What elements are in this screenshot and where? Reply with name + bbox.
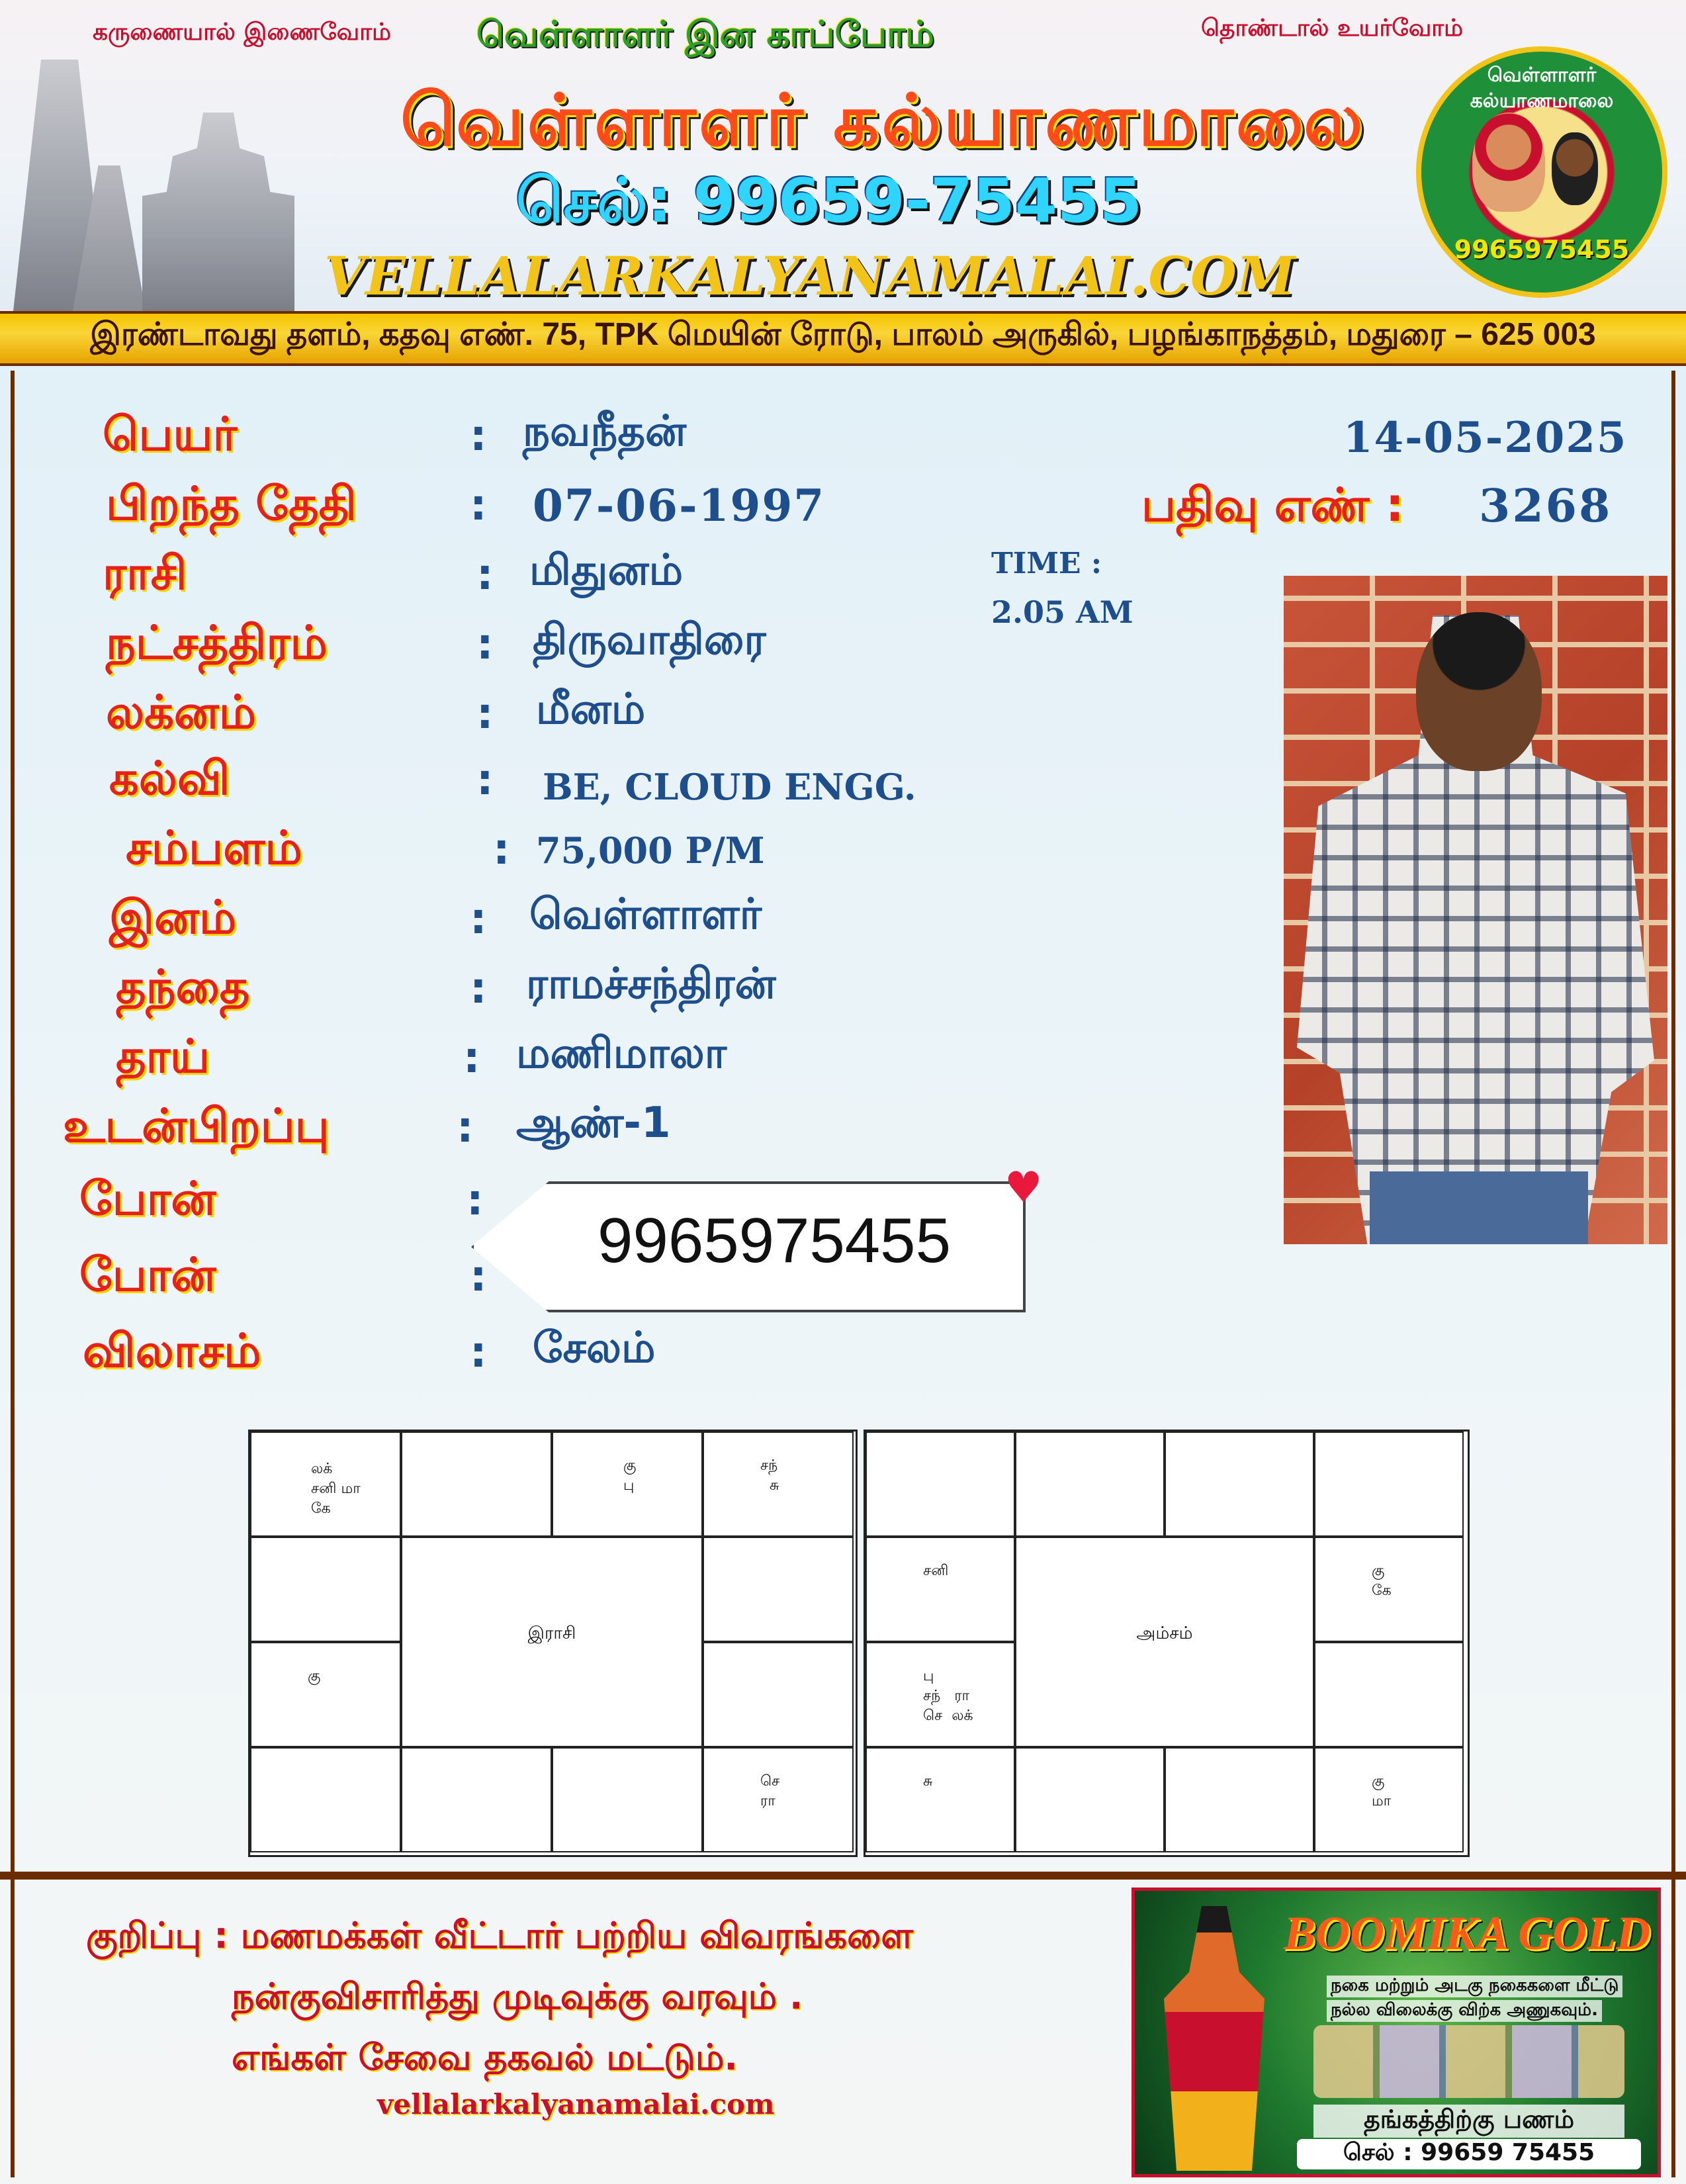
field-value-star: திருவாதிரை [533, 615, 766, 664]
header-website: VELLALARKALYANAMALAI.COM [324, 245, 1296, 307]
rasi-house-planets: கு பு [623, 1457, 637, 1494]
field-label-phone-1: போன் [79, 1171, 216, 1226]
rasi-chart [248, 1430, 858, 1857]
footer-note-line-1: குறிப்பு : மணமக்கள் வீட்டார் பற்றிய விவரங்களை [86, 1915, 913, 1956]
rasi-center-label: இராசி [527, 1623, 576, 1643]
amsam-house-cell [1314, 1432, 1464, 1537]
amsam-house-planets: சனி [923, 1563, 949, 1579]
registration-number-label: பதிவு எண் : [1141, 478, 1404, 532]
footer-note-line-3: எங்கள் சேவை தகவல் மட்டும். [232, 2036, 738, 2078]
field-label-rasi: ராசி [103, 546, 187, 600]
amsam-house-planets: கு கே [1372, 1563, 1392, 1599]
amsam-house-cell [1314, 1537, 1464, 1642]
ad-line-2: நல்ல விலைக்கு விற்க அணுகவும். [1327, 2000, 1602, 2022]
field-label-name: பெயர் [103, 407, 238, 461]
field-label-star: நட்சத்திரம் [106, 615, 328, 670]
slogan-top: வெள்ளாளர் இன காப்போம் [476, 13, 934, 55]
field-value-salary: 75,000 P/M [536, 829, 765, 872]
photo-person-jeans [1370, 1171, 1588, 1244]
currency-notes-image [1313, 2025, 1624, 2098]
rasi-house-cell [552, 1432, 703, 1537]
field-value-name: நவநீதன் [523, 407, 687, 456]
rasi-house-cell [703, 1537, 854, 1642]
rasi-house-cell [703, 1642, 854, 1747]
field-value-address: சேலம் [533, 1324, 656, 1373]
registration-date: 14-05-2025 [1343, 413, 1628, 463]
rasi-house-cell [250, 1747, 401, 1852]
logo-portrait-small [1552, 132, 1598, 205]
field-value-caste: வெள்ளாளர் [529, 890, 762, 939]
field-label-dob: பிறந்த தேதி [106, 477, 357, 531]
amsam-chart [864, 1430, 1470, 1857]
field-colon: : [470, 895, 487, 944]
slogan-left: கருணையால் இணைவோம் [93, 19, 392, 46]
ad-line-1: நகை மற்றும் அடகு நகைகளை மீட்டு [1327, 1976, 1622, 1997]
field-label-address: விலாசம் [83, 1324, 261, 1378]
field-colon: : [476, 690, 494, 739]
field-value-father: ராமச்சந்திரன் [526, 960, 776, 1009]
field-label-salary: சம்பளம் [126, 821, 302, 875]
field-colon: : [493, 825, 510, 874]
footer-website: vellalarkalyanamalai.com [377, 2088, 775, 2120]
rasi-house-cell [401, 1432, 552, 1537]
temple-image [142, 113, 294, 311]
field-value-dob: 07-06-1997 [533, 480, 826, 531]
profile-photo [1284, 576, 1667, 1244]
footer-note-line-2: நன்குவிசாரித்து முடிவுக்கு வரவும் . [232, 1976, 803, 2017]
field-value-mother: மணிமாலா [516, 1029, 727, 1078]
registration-number: 3268 [1479, 480, 1613, 533]
field-colon: : [470, 1252, 487, 1301]
field-colon: : [476, 756, 494, 805]
amsam-house-planets: சு [923, 1773, 933, 1790]
amsam-house-cell [1314, 1747, 1464, 1852]
rasi-house-cell [552, 1747, 703, 1852]
site-name: வெள்ளாளர் கல்யாணமாலை [400, 79, 1366, 162]
photo-person-head [1416, 612, 1542, 771]
rasi-house-planets: சந் சு [760, 1457, 779, 1494]
field-colon: : [463, 1034, 480, 1083]
field-colon: : [457, 1103, 474, 1152]
field-colon: : [466, 1176, 484, 1225]
field-label-father: தந்தை [116, 960, 250, 1014]
field-label-education: கல்வி [109, 751, 230, 805]
field-colon: : [470, 1328, 487, 1377]
ad-title: BOOMIKA GOLD [1284, 1907, 1651, 1960]
rasi-house-planets: கு [308, 1668, 321, 1684]
amsam-house-cell [865, 1747, 1015, 1852]
amsam-house-cell [865, 1642, 1015, 1747]
field-colon: : [476, 620, 494, 669]
frame-left-border [11, 371, 15, 2177]
logo-text-phone: 9965975455 [1454, 235, 1630, 264]
footer-divider [0, 1872, 1686, 1880]
rasi-house-cell [250, 1537, 401, 1642]
rasi-center-box [401, 1537, 703, 1747]
amsam-house-cell [1015, 1747, 1165, 1852]
amsam-house-cell [1314, 1642, 1464, 1747]
address-text: இரண்டாவது தளம், கதவு எண். 75, TPK மெயின் ரோடு, பாலம் அருகில், பழங்காநத்தம், மதுரை – 625 003 [90, 317, 1596, 352]
amsam-house-planets: கு மா [1372, 1773, 1392, 1809]
field-colon: : [476, 551, 494, 600]
field-label-lagnam: லக்னம் [106, 685, 257, 739]
amsam-house-cell [1165, 1432, 1314, 1537]
field-label-mother: தாய் [116, 1029, 210, 1083]
birth-time-value: 2.05 AM [991, 594, 1133, 630]
logo-portrait [1472, 113, 1545, 212]
field-label-siblings: உடன்பிறப்பு [63, 1099, 330, 1153]
field-colon: : [470, 964, 487, 1013]
field-label-phone-2: போன் [79, 1248, 216, 1302]
rasi-house-cell [401, 1747, 552, 1852]
rasi-house-planets: லக் சனி மா கே [311, 1461, 361, 1517]
frame-right-border [1671, 371, 1675, 2177]
logo-text-top: வெள்ளாளர் கல்யாணமாலை [1470, 64, 1614, 113]
amsam-center-box [1015, 1537, 1314, 1747]
amsam-center-label: அம்சம் [1136, 1623, 1193, 1643]
amsam-house-cell [1165, 1747, 1314, 1852]
amsam-house-cell [1015, 1432, 1165, 1537]
header-phone: செல்: 99659-75455 [516, 165, 1143, 236]
amsam-house-cell [865, 1537, 1015, 1642]
birth-time-label: TIME : [991, 547, 1102, 580]
heart-icon: ♥ [1004, 1163, 1043, 1212]
ad-line-3: தங்கத்திற்கு பணம் [1313, 2105, 1624, 2138]
field-value-lagnam: மீனம் [536, 685, 646, 734]
amsam-house-cell [865, 1432, 1015, 1537]
field-colon: : [470, 412, 487, 461]
rasi-house-cell [703, 1747, 854, 1852]
rasi-house-planets: செ ரா [760, 1773, 780, 1809]
ad-phone: செல் : 99659 75455 [1297, 2139, 1641, 2169]
field-value-siblings: ஆண்-1 [516, 1099, 671, 1148]
field-value-education: BE, CLOUD ENGG. [543, 766, 916, 808]
slogan-right: தொண்டால் உயர்வோம் [1201, 15, 1464, 42]
amsam-house-planets: பு சந் ரா செ லக் [923, 1668, 973, 1724]
rasi-house-cell [250, 1432, 401, 1537]
rasi-house-cell [250, 1642, 401, 1747]
field-colon: : [470, 481, 487, 530]
field-label-caste: இனம் [109, 890, 237, 944]
phone-badge-number: 9965975455 [598, 1205, 951, 1276]
field-value-rasi: மிதுனம் [529, 546, 684, 595]
rasi-house-cell [703, 1432, 854, 1537]
